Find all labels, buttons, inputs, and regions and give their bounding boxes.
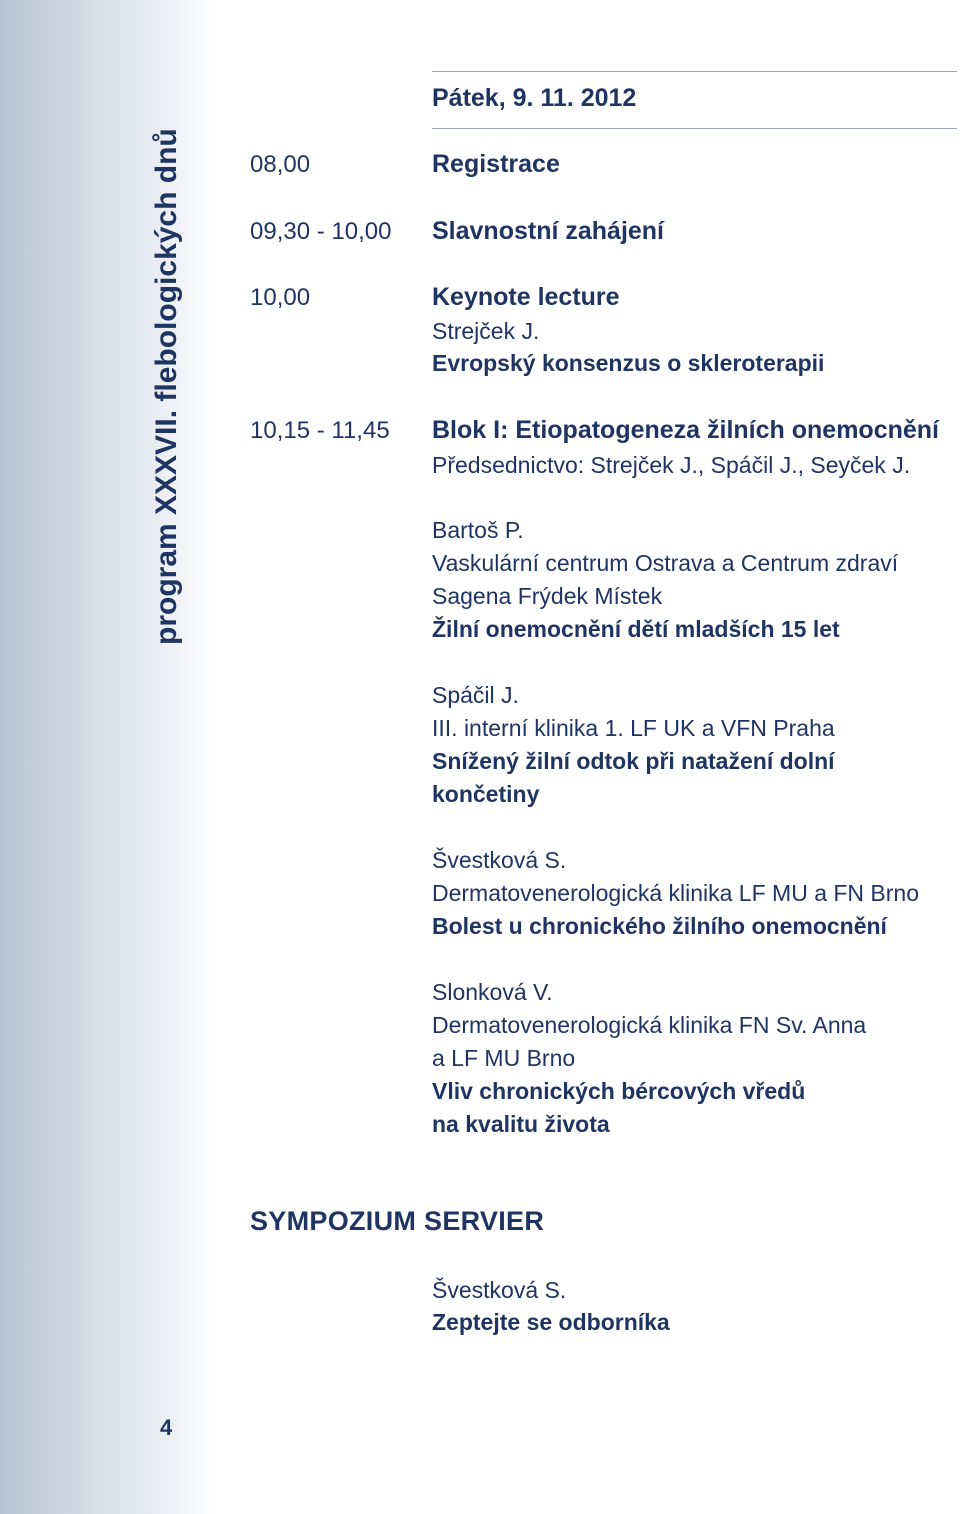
schedule-title: Keynote lecture (432, 283, 620, 311)
symposium-speaker: Švestková S. (432, 1277, 567, 1303)
talk-affiliation: Dermatovenerologická klinika LF MU a FN Brno (432, 880, 920, 906)
talk-speaker: Švestková S. (432, 847, 567, 873)
block-chairs: Předsednictvo: Strejček J., Spáčil J., Seyček J. (432, 452, 911, 478)
keynote-topic: Evropský konsenzus o skleroterapii (432, 350, 825, 376)
page-number: 4 (160, 1415, 173, 1440)
talk-affiliation: Vaskulární centrum Ostrava a Centrum zdraví (432, 550, 899, 576)
schedule-time: 10,00 (250, 284, 311, 311)
talk-title: Vliv chronických bércových vředů (432, 1078, 806, 1104)
talk-affiliation: Dermatovenerologická klinika FN Sv. Anna (432, 1012, 867, 1038)
top-rule (432, 71, 957, 72)
talk-speaker: Spáčil J. (432, 682, 519, 708)
talk-title: Žilní onemocnění dětí mladších 15 let (432, 616, 840, 642)
day-rule (432, 128, 957, 129)
schedule-time: 09,30 - 10,00 (250, 218, 392, 245)
symposium-title: Zeptejte se odborníka (432, 1309, 670, 1335)
talk-affiliation: a LF MU Brno (432, 1045, 576, 1071)
talk-title: Snížený žilní odtok při natažení dolní (432, 748, 835, 774)
talk-affiliation: III. interní klinika 1. LF UK a VFN Praha (432, 715, 835, 741)
block-title: Blok I: Etiopatogeneza žilních onemocnění (432, 416, 939, 444)
talk-title: na kvalitu života (432, 1111, 610, 1137)
schedule-time: 08,00 (250, 151, 311, 178)
talk-affiliation: Sagena Frýdek Místek (432, 583, 663, 609)
symposium-heading: SYMPOZIUM SERVIER (250, 1206, 545, 1236)
keynote-speaker: Strejček J. (432, 318, 540, 344)
schedule-time: 10,15 - 11,45 (250, 417, 390, 444)
schedule-title: Slavnostní zahájení (432, 217, 665, 245)
talk-speaker: Slonková V. (432, 979, 553, 1005)
talk-title: končetiny (432, 781, 540, 807)
talk-speaker: Bartoš P. (432, 517, 524, 543)
day-heading: Pátek, 9. 11. 2012 (432, 84, 637, 112)
schedule-title: Registrace (432, 150, 560, 178)
talk-title: Bolest u chronického žilního onemocnění (432, 913, 887, 939)
program-vertical-title: program XXXVII. flebologických dnů (150, 128, 183, 645)
